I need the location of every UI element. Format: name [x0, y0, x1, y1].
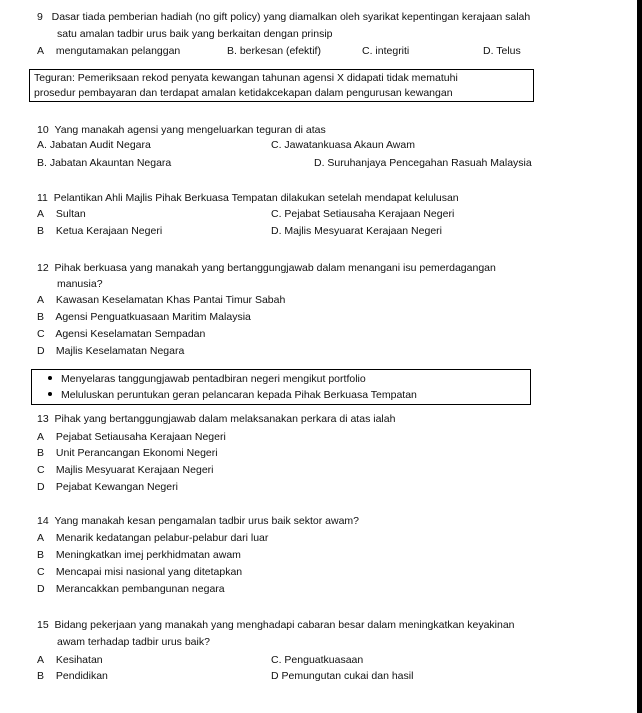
- question-number: 15: [37, 619, 49, 631]
- q10-option-b[interactable]: B. Jabatan Akauntan Negara: [37, 157, 172, 169]
- q15-option-c[interactable]: C. Penguatkuasaan: [271, 654, 364, 666]
- q14-option-c[interactable]: C Mencapai misi nasional yang ditetapkan: [37, 566, 243, 578]
- question-9-stem-line2: satu amalan tadbir urus baik yang berkaitan dengan prinsip: [57, 28, 333, 40]
- q12-option-b[interactable]: B Agensi Penguatkuasaan Maritim Malaysia: [37, 311, 251, 323]
- question-11-stem: [37, 192, 459, 205]
- question-9-stem-line1: [37, 11, 530, 24]
- notice-line1: Teguran: Pemeriksaan rekod penyata kewangan tahunan agensi X didapati tidak mematuhi: [34, 72, 458, 84]
- q12-option-c[interactable]: C Agensi Keselamatan Sempadan: [37, 328, 206, 340]
- bullet-item: Menyelaras tanggungjawab pentadbiran negeri mengikut portfolio: [48, 373, 366, 386]
- q11-option-b[interactable]: B Ketua Kerajaan Negeri: [37, 225, 163, 237]
- q15-option-d[interactable]: D Pemungutan cukai dan hasil: [271, 670, 414, 682]
- q12-option-d[interactable]: D Majlis Keselamatan Negara: [37, 345, 185, 357]
- q13-option-a[interactable]: A Pejabat Setiausaha Kerajaan Negeri: [37, 431, 226, 443]
- q11-option-d[interactable]: D. Majlis Mesyuarat Kerajaan Negeri: [271, 225, 442, 237]
- question-12-stem-line2: manusia?: [57, 278, 103, 290]
- question-12-stem-line1: [37, 262, 496, 275]
- question-number: 9: [37, 11, 43, 23]
- notice-box: [29, 69, 534, 102]
- page-edge-rule: [637, 0, 642, 713]
- question-text: Dasar tiada pemberian hadiah (no gift policy) yang diamalkan oleh syarikat kepentingan kerajaan salah: [51, 11, 531, 23]
- question-number: 12: [37, 262, 49, 274]
- q14-option-a[interactable]: A Menarik kedatangan pelabur-pelabur dari luar: [37, 532, 269, 544]
- question-text: Yang manakah kesan pengamalan tadbir urus baik sektor awam?: [54, 515, 360, 527]
- q9-option-c[interactable]: C. integriti: [362, 45, 410, 57]
- notice-line2: prosedur pembayaran dan terdapat amalan ketidakcekapan dalam pengurusan kewangan: [34, 87, 453, 99]
- q13-option-c[interactable]: C Majlis Mesyuarat Kerajaan Negeri: [37, 464, 214, 476]
- q13-option-d[interactable]: D Pejabat Kewangan Negeri: [37, 481, 178, 493]
- question-number: 10: [37, 124, 49, 136]
- bullet-item: Meluluskan peruntukan geran pelancaran kepada Pihak Berkuasa Tempatan: [48, 389, 417, 402]
- q10-option-a[interactable]: A. Jabatan Audit Negara: [37, 139, 151, 151]
- bullet-icon: [48, 376, 52, 380]
- question-10-stem: [37, 124, 326, 137]
- question-13-stem: [37, 413, 395, 426]
- question-text: Yang manakah agensi yang mengeluarkan teguran di atas: [54, 124, 326, 136]
- q11-option-c[interactable]: C. Pejabat Setiausaha Kerajaan Negeri: [271, 208, 455, 220]
- q10-option-d[interactable]: D. Suruhanjaya Pencegahan Rasuah Malaysia: [314, 157, 532, 169]
- question-15-stem-line1: [37, 619, 515, 632]
- q15-option-a[interactable]: A Kesihatan: [37, 654, 103, 666]
- question-15-stem-line2: awam terhadap tadbir urus baik?: [57, 636, 210, 648]
- bullet-icon: [48, 392, 52, 396]
- q9-option-a[interactable]: A mengutamakan pelanggan: [37, 45, 181, 57]
- bullet-box: [31, 369, 531, 405]
- question-number: 14: [37, 515, 49, 527]
- q9-option-b[interactable]: B. berkesan (efektif): [227, 45, 321, 57]
- question-14-stem: [37, 515, 359, 528]
- question-text: Pihak berkuasa yang manakah yang bertanggungjawab dalam menangani isu pemerdagangan: [54, 262, 496, 274]
- question-text: Pihak yang bertanggungjawab dalam melaksanakan perkara di atas ialah: [54, 413, 396, 425]
- q13-option-b[interactable]: B Unit Perancangan Ekonomi Negeri: [37, 447, 218, 459]
- q15-option-b[interactable]: B Pendidikan: [37, 670, 108, 682]
- q10-option-c[interactable]: C. Jawatankuasa Akaun Awam: [271, 139, 415, 151]
- q9-option-d[interactable]: D. Telus: [483, 45, 521, 57]
- q14-option-b[interactable]: B Meningkatkan imej perkhidmatan awam: [37, 549, 241, 561]
- q11-option-a[interactable]: A Sultan: [37, 208, 86, 220]
- question-text: Pelantikan Ahli Majlis Pihak Berkuasa Tempatan dilakukan setelah mendapat kelulusan: [53, 192, 459, 204]
- question-text: Bidang pekerjaan yang manakah yang menghadapi cabaran besar dalam meningkatkan keyakinan: [54, 619, 515, 631]
- question-number: 11: [37, 192, 48, 204]
- question-number: 13: [37, 413, 49, 425]
- q14-option-d[interactable]: D Merancakkan pembangunan negara: [37, 583, 225, 595]
- q12-option-a[interactable]: A Kawasan Keselamatan Khas Pantai Timur Sabah: [37, 294, 286, 306]
